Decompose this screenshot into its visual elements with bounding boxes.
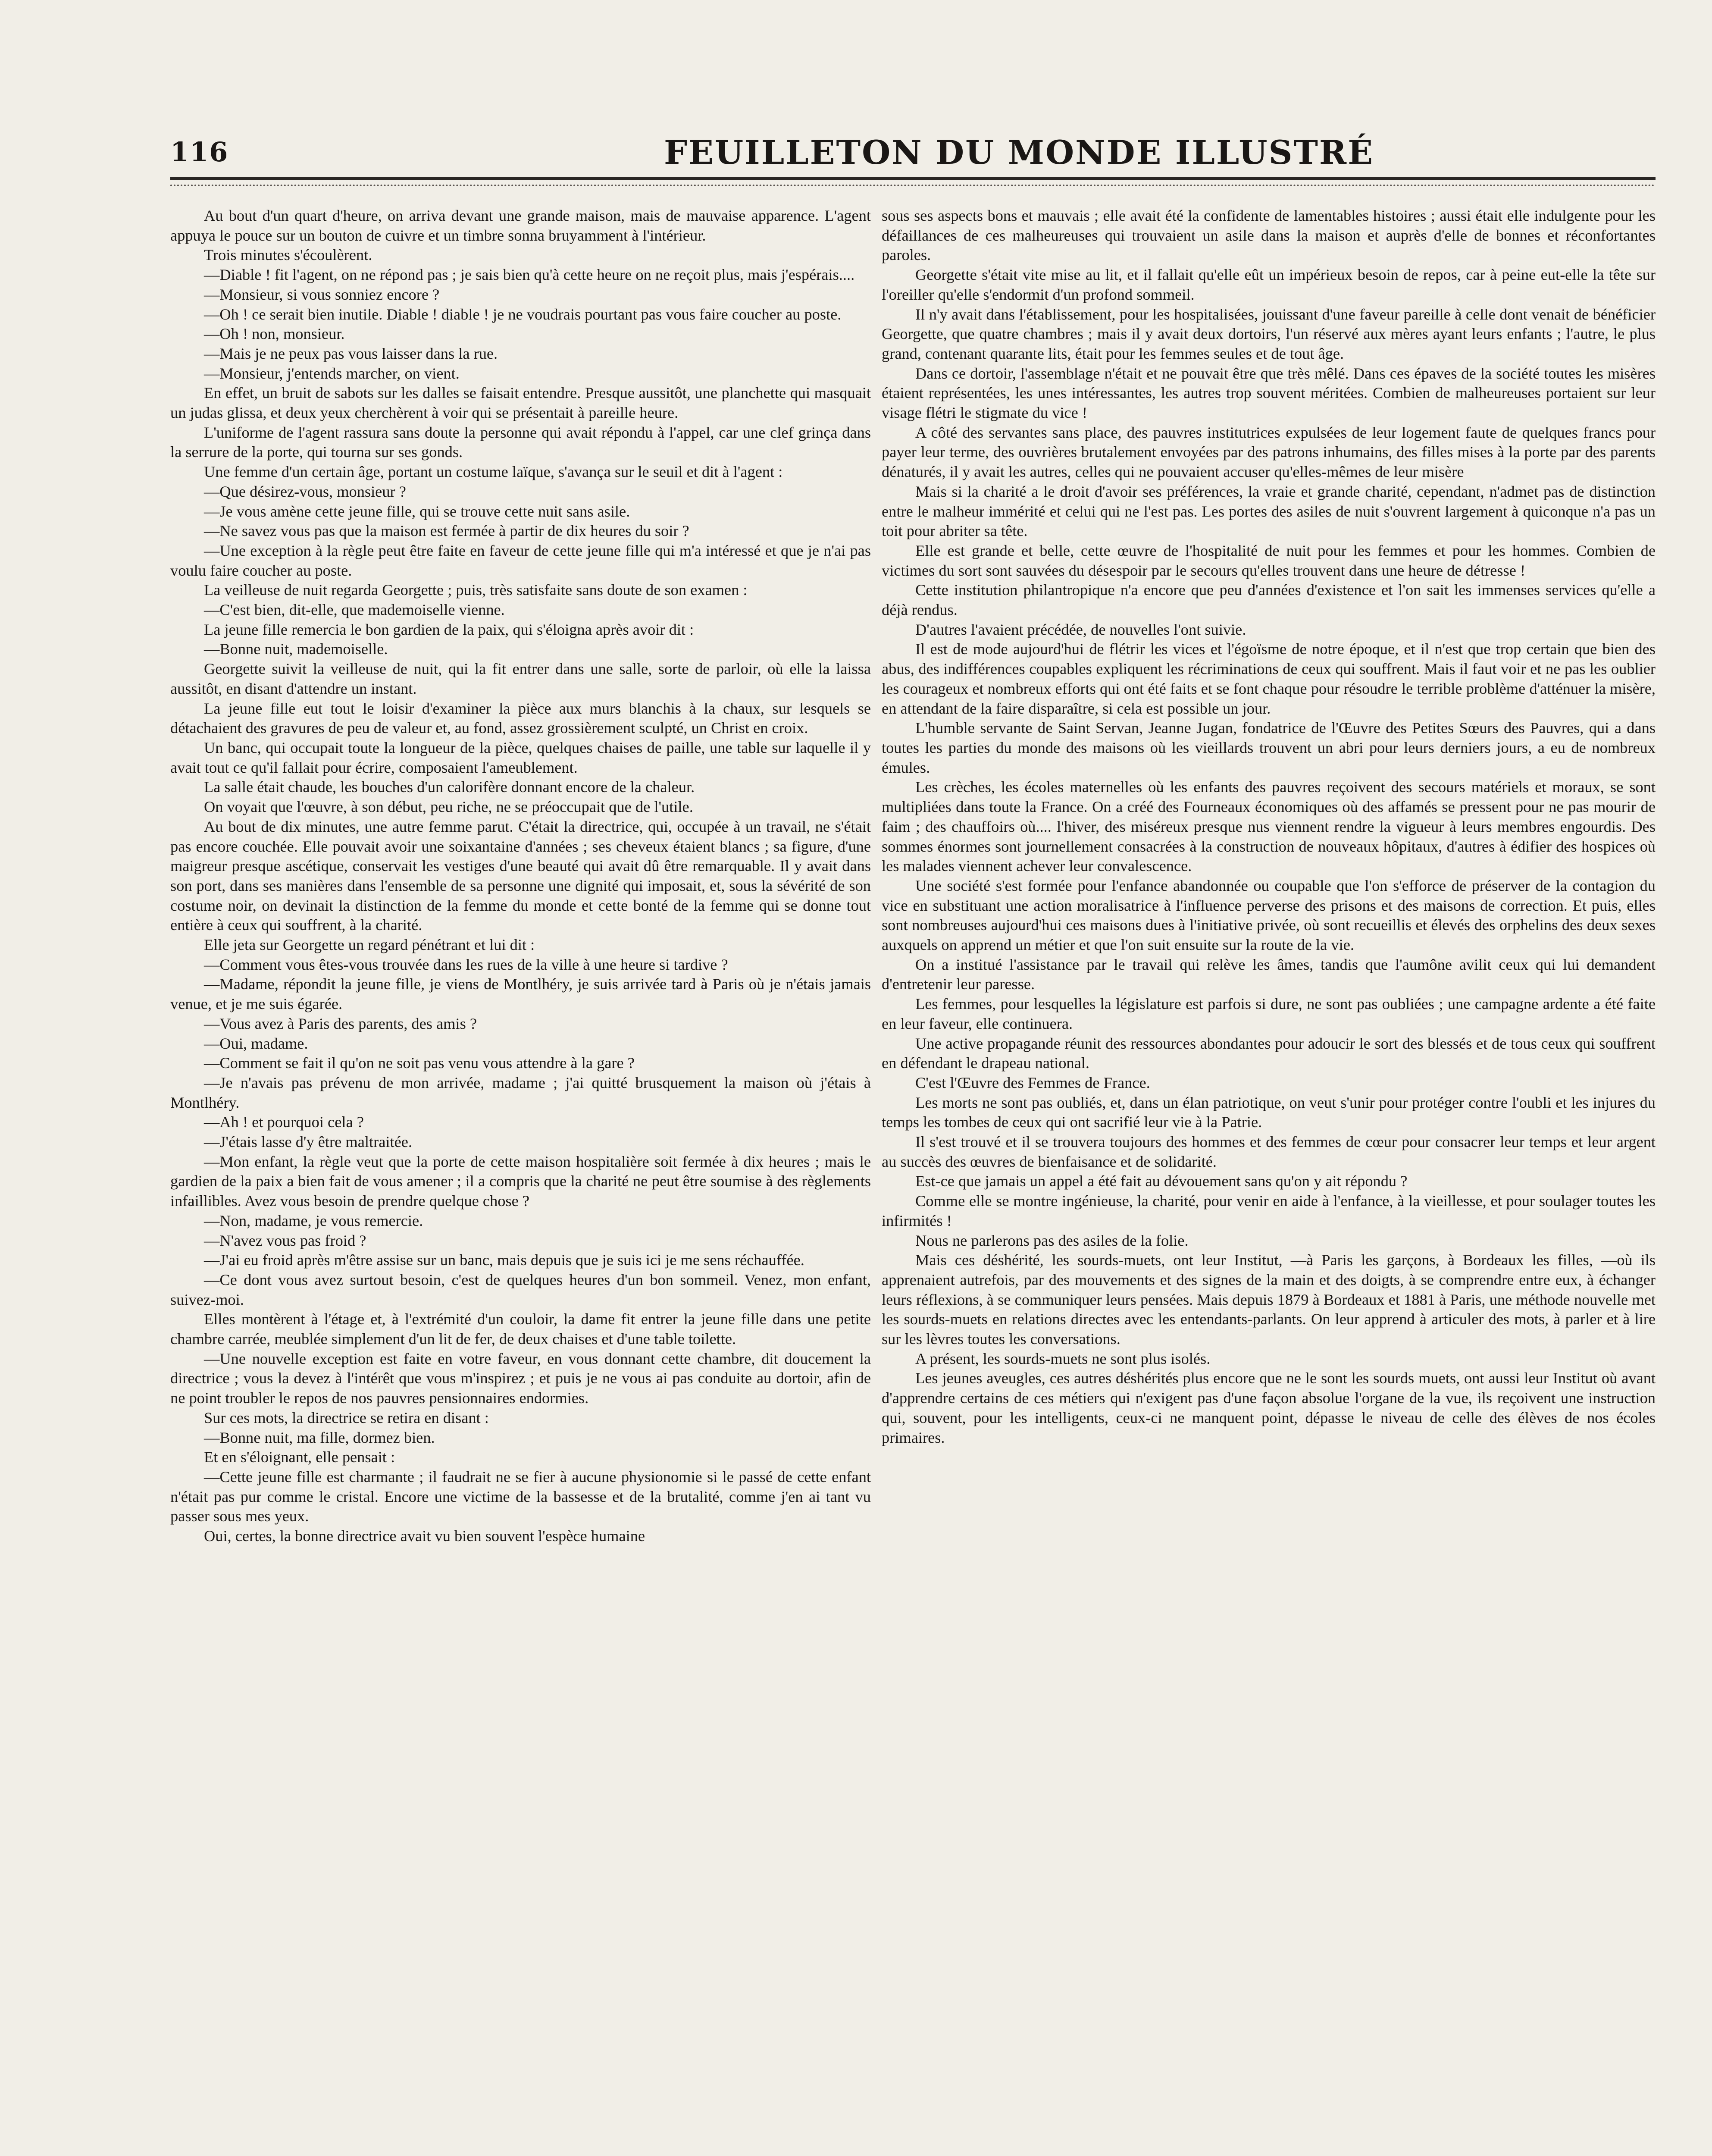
paragraph: D'autres l'avaient précédée, de nouvelles l'ont suivie. [915, 620, 1246, 638]
paragraph: sous ses aspects bons et mauvais ; elle avait été la confidente de lamentables histoires ; aussi était elle indulgente pour les défaillances de ces malheureuses qui trouvaient un asile dans la maison et auprès d'elle de bonnes et réconfortantes paroles. [882, 207, 1656, 264]
paragraph: Les jeunes aveugles, ces autres déshérités plus encore que ne le sont les sourds muets, ont aussi leur Institut où avant d'apprendre certains de ces métiers qui n'exigent pas d'une façon absolue l'organe de la vue, ils reçoivent une instruction qui, souvent, pour les intelligents, ceux-ci ne manquent point, dépasse le niveau de celle des élèves de nos écoles primaires. [882, 1369, 1656, 1446]
paragraph: A présent, les sourds-muets ne sont plus isolés. [915, 1350, 1211, 1367]
paragraph: —Oh ! ce serait bien inutile. Diable ! diable ! je ne voudrais pourtant pas vous faire coucher au poste. [204, 305, 842, 323]
paragraph: —C'est bien, dit-elle, que mademoiselle vienne. [204, 601, 505, 619]
paragraph: —N'avez vous pas froid ? [204, 1232, 366, 1249]
paragraph: Une société s'est formée pour l'enfance abandonnée ou coupable que l'on s'efforce de préserver de la contagion du vice en substituant une action moralisatrice à l'influence perverse des prisons et des maisons de correction. Et puis, elles sont nombreuses aujourd'hui ces maisons dues à l'initiative privée, où sont recueillis et élevés des orphelins des deux sexes auxquels on apprend un métier et que l'on suit ensuite sur la route de la vie. [882, 877, 1656, 954]
paragraph: —Non, madame, je vous remercie. [204, 1212, 423, 1229]
paragraph: En effet, un bruit de sabots sur les dalles se faisait entendre. Presque aussitôt, une planchette qui masquait un judas glissa, et deux yeux cherchèrent à voir qui se présentait à pareille heure. [170, 384, 871, 422]
paragraph: —Vous avez à Paris des parents, des amis ? [204, 1015, 477, 1032]
paragraph: —Comment se fait il qu'on ne soit pas venu vous attendre à la gare ? [204, 1054, 635, 1072]
paragraph: Georgette suivit la veilleuse de nuit, qui la fit entrer dans une salle, sorte de parloir, où elle la laissa aussitôt, en disant d'attendre un instant. [170, 660, 871, 697]
header-dotted-rule [170, 185, 1656, 186]
paragraph: La jeune fille eut tout le loisir d'examiner la pièce aux murs blanchis à la chaux, sur lesquels se détachaient des gravures de peu de valeur et, au fond, assez grossièrement sculpté, un Christ en croix. [170, 699, 871, 737]
page-title: FEUILLETON DU MONDE ILLUSTRÉ [664, 133, 1374, 172]
paragraph: —Je vous amène cette jeune fille, qui se trouve cette nuit sans asile. [204, 502, 630, 520]
right-column [882, 206, 1656, 1448]
paragraph: On a institué l'assistance par le travail qui relève les âmes, tandis que l'aumône avilit ceux qui lui demandent d'entretenir leur paresse. [882, 956, 1656, 993]
paragraph: On voyait que l'œuvre, à son début, peu riche, ne se préoccupait que de l'utile. [204, 798, 693, 816]
paragraph: —Monsieur, j'entends marcher, on vient. [204, 364, 460, 382]
paragraph: Mais ces déshérité, les sourds-muets, ont leur Institut, —à Paris les garçons, à Bordeaux les filles, —où ils apprenaient autrefois, par des mouvements et des signes de la main et des doigts, à se comprendre entre eux, à échanger leurs réflexions, à se communiquer leurs pensées. Mais depuis 1879 à Bordeaux et 1881 à Paris, une méthode nouvelle met les sourds-muets en relations directes avec les entendants-parlants. On leur apprend à articuler des mots, à parler et à lire sur les lèvres toutes les conversations. [882, 1251, 1656, 1348]
paragraph: Une active propagande réunit des ressources abondantes pour adoucir le sort des blessés et de tous ceux qui souffrent en défendant le drapeau national. [882, 1034, 1656, 1072]
paragraph: Un banc, qui occupait toute la longueur de la pièce, quelques chaises de paille, une table sur laquelle il y avait tout ce qu'il fallait pour écrire, composaient l'ameublement. [170, 739, 871, 776]
paragraph: —J'ai eu froid après m'être assise sur un banc, mais depuis que je suis ici je me sens réchauffée. [204, 1251, 804, 1269]
paragraph: —Bonne nuit, ma fille, dormez bien. [204, 1429, 435, 1446]
paragraph: Elle est grande et belle, cette œuvre de l'hospitalité de nuit pour les femmes et pour les hommes. Combien de victimes du sort sont sauvées du désespoir par le secours qu'elles trouvent dans une heure de détresse ! [882, 542, 1656, 579]
paragraph: —Une exception à la règle peut être faite en faveur de cette jeune fille qui m'a intéressé et que je n'ai pas voulu faire coucher au poste. [170, 542, 871, 579]
page-number: 116 [170, 136, 229, 168]
paragraph: —Ce dont vous avez surtout besoin, c'est de quelques heures d'un bon sommeil. Venez, mon enfant, suivez-moi. [170, 1271, 871, 1308]
paragraph: Trois minutes s'écoulèrent. [204, 246, 372, 264]
paragraph: Les crèches, les écoles maternelles où les enfants des pauvres reçoivent des secours matériels et moraux, se sont multipliées dans toute la France. On a créé des Fourneaux économiques où des affamés se pressent pour ne pas mourir de faim ; des chauffoirs où.... l'hiver, des miséreux presque nus viennent rendre la vigueur à leurs membres engourdis. Des sommes énormes sont journellement consacrées à la construction de nouveaux hôpitaux, d'autres à édifier des hospices où les malades viennent achever leur convalescence. [882, 778, 1656, 875]
paragraph: —Diable ! fit l'agent, on ne répond pas ; je sais bien qu'à cette heure on ne reçoit plus, mais j'espérais.... [204, 266, 855, 284]
paragraph: —Que désirez-vous, monsieur ? [204, 483, 406, 500]
paragraph: —Mais je ne peux pas vous laisser dans la rue. [204, 345, 498, 362]
paragraph: Est-ce que jamais un appel a été fait au dévouement sans qu'on y ait répondu ? [915, 1172, 1408, 1190]
left-column [170, 206, 871, 1546]
paragraph: —Cette jeune fille est charmante ; il faudrait ne se fier à aucune physionomie si le passé de cette enfant n'était pas pur comme le cristal. Encore une victime de la bassesse et de la brutalité, comme j'en ai tant vu passer sous mes yeux. [170, 1468, 871, 1525]
paragraph: L'humble servante de Saint Servan, Jeanne Jugan, fondatrice de l'Œuvre des Petites Sœurs des Pauvres, qui a dans toutes les parties du monde des maisons où les vieillards trouvent un abri pour leurs derniers jours, a eu de nombreux émules. [882, 719, 1656, 776]
paragraph: —Mon enfant, la règle veut que la porte de cette maison hospitalière soit fermée à dix heures ; mais le gardien de la paix a bien fait de vous amener ; il a compris que la charité ne peut être soumise à des règlements infaillibles. Avez vous besoin de prendre quelque chose ? [170, 1153, 871, 1210]
paragraph: Mais si la charité a le droit d'avoir ses préférences, la vraie et grande charité, cependant, n'admet pas de distinction entre le malheur immérité et celui qui ne l'est pas. Les portes des asiles de nuit s'ouvrent largement à quiconque n'a pas un toit pour abriter sa tête. [882, 483, 1656, 540]
paragraph: —Monsieur, si vous sonniez encore ? [204, 285, 440, 303]
paragraph: Et en s'éloignant, elle pensait : [204, 1448, 395, 1466]
paragraph: —Ne savez vous pas que la maison est fermée à partir de dix heures du soir ? [204, 522, 689, 540]
paragraph: —Bonne nuit, mademoiselle. [204, 640, 388, 658]
paragraph: —Je n'avais pas prévenu de mon arrivée, madame ; j'ai quitté brusquement la maison où j'étais à Montlhéry. [170, 1074, 871, 1111]
paragraph: La veilleuse de nuit regarda Georgette ; puis, très satisfaite sans doute de son examen : [204, 581, 748, 599]
paragraph: Nous ne parlerons pas des asiles de la folie. [915, 1232, 1189, 1249]
paragraph: Georgette s'était vite mise au lit, et il fallait qu'elle eût un impérieux besoin de repos, car à peine eut-elle la tête sur l'oreiller qu'elle s'endormit d'un profond sommeil. [882, 266, 1656, 303]
paragraph: La salle était chaude, les bouches d'un calorifère donnant encore de la chaleur. [204, 778, 695, 796]
paragraph: Sur ces mots, la directrice se retira en disant : [204, 1409, 489, 1426]
paragraph: Il est de mode aujourd'hui de flétrir les vices et l'égoïsme de notre époque, et il n'est que trop certain que bien des abus, des indifférences coupables expliquent les récriminations de ceux qui souffrent. Mais il faut voir et ne pas les oublier les courageux et nombreux efforts qui ont été faits et se font chaque pour résoudre le terrible problème d'atténuer la misère, en attendant de la faire disparaître, si cela est possible un jour. [882, 640, 1656, 717]
paragraph: Cette institution philantropique n'a encore que peu d'années d'existence et l'on sait les immenses services qu'elle a déjà rendus. [882, 581, 1656, 619]
paragraph: Elles montèrent à l'étage et, à l'extrémité d'un couloir, la dame fit entrer la jeune fille dans une petite chambre carrée, meublée simplement d'un lit de fer, de deux chaises et d'une table toilette. [170, 1310, 871, 1348]
paragraph: Il n'y avait dans l'établissement, pour les hospitalisées, jouissant d'une faveur pareille à celle dont venait de bénéficier Georgette, que quatre chambres ; mais il y avait deux dortoirs, l'un réservé aux mères ayant leurs enfants ; l'autre, le plus grand, contenant quarante lits, était pour les femmes seules et de tout âge. [882, 305, 1656, 362]
paragraph: —Madame, répondit la jeune fille, je viens de Montlhéry, je suis arrivée tard à Paris où je n'étais jamais venue, et je me suis égarée. [170, 975, 871, 1013]
paragraph: Au bout d'un quart d'heure, on arriva devant une grande maison, mais de mauvaise apparence. L'agent appuya le pouce sur un bouton de cuivre et un timbre sonna bruyamment à l'intérieur. [170, 207, 871, 244]
paragraph: Les femmes, pour lesquelles la législature est parfois si dure, ne sont pas oubliées ; une campagne ardente a été faite en leur faveur, elle continuera. [882, 995, 1656, 1032]
paragraph: —Comment vous êtes-vous trouvée dans les rues de la ville à une heure si tardive ? [204, 956, 728, 973]
paragraph: —Une nouvelle exception est faite en votre faveur, en vous donnant cette chambre, dit doucement la directrice ; vous la devez à l'intérêt que vous m'inspirez ; et puis je ne vous ai pas conduite au dortoir, afin de ne point troubler le repos de nos pauvres pensionnaires endormies. [170, 1350, 871, 1407]
paragraph: Dans ce dortoir, l'assemblage n'était et ne pouvait être que très mêlé. Dans ces épaves de la société toutes les misères étaient représentées, les unes intéressantes, les autres trop souvent méritées. Combien de malheureuses portaient sur leur visage flétri le stigmate du vice ! [882, 364, 1656, 422]
paragraph: —J'étais lasse d'y être maltraitée. [204, 1133, 412, 1151]
paragraph: —Oh ! non, monsieur. [204, 325, 345, 343]
paragraph: Il s'est trouvé et il se trouvera toujours des hommes et des femmes de cœur pour consacrer leur temps et leur argent au succès des œuvres de bienfaisance et de solidarité. [882, 1133, 1656, 1170]
paragraph: A côté des servantes sans place, des pauvres institutrices expulsées de leur logement faute de quelques francs pour payer leur terme, des ouvrières brutalement envoyées par des patrons inhumains, des filles mises à la porte par des parents dénaturés, il y avait les autres, celles qui ne pouvaient accuser qu'elles-mêmes de leur misère [882, 423, 1656, 481]
paragraph: —Ah ! et pourquoi cela ? [204, 1113, 364, 1131]
paragraph: Une femme d'un certain âge, portant un costume laïque, s'avança sur le seuil et dit à l'agent : [204, 463, 783, 481]
paragraph: Oui, certes, la bonne directrice avait vu bien souvent l'espèce humaine [204, 1527, 645, 1545]
paragraph: C'est l'Œuvre des Femmes de France. [915, 1074, 1150, 1091]
header-rule [170, 177, 1656, 180]
paragraph: Les morts ne sont pas oubliés, et, dans un élan patriotique, on veut s'unir pour protéger contre l'oubli et les injures du temps les tombes de ceux qui ont sacrifié leur vie à la Patrie. [882, 1094, 1656, 1131]
paragraph: —Oui, madame. [204, 1034, 308, 1052]
paragraph: Elle jeta sur Georgette un regard pénétrant et lui dit : [204, 936, 535, 954]
paragraph: La jeune fille remercia le bon gardien de la paix, qui s'éloigna après avoir dit : [204, 620, 694, 638]
paragraph: Comme elle se montre ingénieuse, la charité, pour venir en aide à l'enfance, à la vieillesse, et pour soulager toutes les infirmités ! [882, 1192, 1656, 1229]
paragraph: Au bout de dix minutes, une autre femme parut. C'était la directrice, qui, occupée à un travail, ne s'était pas encore couchée. Elle pouvait avoir une soixantaine d'années ; ses cheveux étaient blancs ; sa figure, d'une maigreur presque ascétique, conservait les vestiges d'une beauté qui avait dû être remarquable. Il y avait dans son port, dans ses manières dans l'ensemble de sa personne une dignité qui imposait, et, sous la sévérité de son costume noir, on devinait la distinction de la femme du monde et cette bonté de la femme qui se donne tout entière à ceux qui souffrent, à la charité. [170, 818, 871, 934]
paragraph: L'uniforme de l'agent rassura sans doute la personne qui avait répondu à l'appel, car une clef grinça dans la serrure de la porte, qui tourna sur ses gonds. [170, 423, 871, 461]
